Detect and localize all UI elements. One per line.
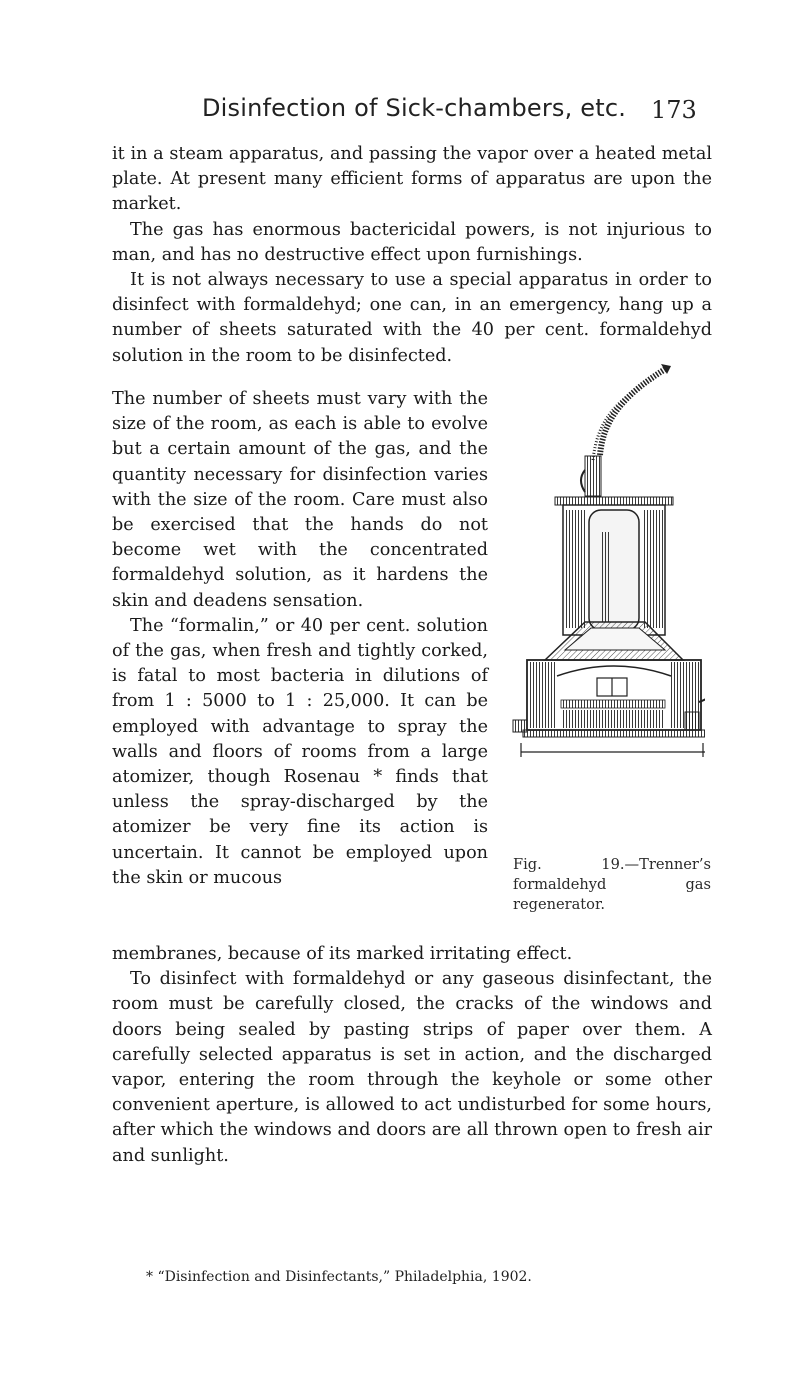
figure-caption: Fig. 19.—Trenner’s formaldehyd gas regenerator. xyxy=(513,856,711,913)
figure-19-illustration xyxy=(505,360,705,762)
paragraph: membranes, because of its marked irritating effect. xyxy=(112,944,573,964)
body-text-bottom xyxy=(112,942,712,1169)
paragraph: it in a steam apparatus, and passing the vapor over a heated metal plate. At present many efficient forms of apparatus are upon the market. xyxy=(112,144,712,215)
body-text-wrapped xyxy=(112,387,488,891)
paragraph: To disinfect with formaldehyd or any gaseous disinfectant, the room must be carefully closed, the cracks of the windows and doors being sealed by pasting strips of paper over them. A carefully selected apparatus is set in action, and the discharged vapor, entering the room through the keyhole or some other convenient aperture, is allowed to act undisturbed for some hours, after which the windows and doors are all thrown open to fresh air and sunlight. xyxy=(112,969,712,1166)
paragraph: The “formalin,” or 40 per cent. solution of the gas, when fresh and tightly corked, is fatal to most bacteria in dilutions of from 1 : 5000 to 1 : 25,000. It can be employed with advantage to spray the walls and floors of rooms from a large atomizer, though Rosenau * finds that unless the spray-discharged by the atomizer be very fine its action is uncertain. It cannot be employed upon the skin or mucous xyxy=(112,615,488,888)
paragraph: The number of sheets must vary with the size of the room, as each is able to evolve but a certain amount of the gas, and the quantity necessary for disinfection varies with the size of the room. Care must also be exercised that the hands do not become wet with the concentrated formaldehyd solution, as it hardens the skin and deadens sensation. xyxy=(112,389,488,611)
running-title: Disinfection of Sick-chambers, etc. xyxy=(202,94,627,122)
gas-regenerator-icon xyxy=(505,360,705,762)
footnote: * “Disinfection and Disinfectants,” Philadelphia, 1902. xyxy=(146,1269,532,1285)
page-number: 173 xyxy=(651,96,697,124)
body-text-top xyxy=(112,142,712,369)
paragraph: The gas has enormous bactericidal powers, is not injurious to man, and has no destructive effect upon furnishings. xyxy=(112,219,712,265)
paragraph: It is not always necessary to use a special apparatus in order to disinfect with formaldehyd; one can, in an emergency, hang up a number of sheets saturated with the 40 per cent. formaldehyd solution in the room to be disinfected. xyxy=(112,270,712,366)
